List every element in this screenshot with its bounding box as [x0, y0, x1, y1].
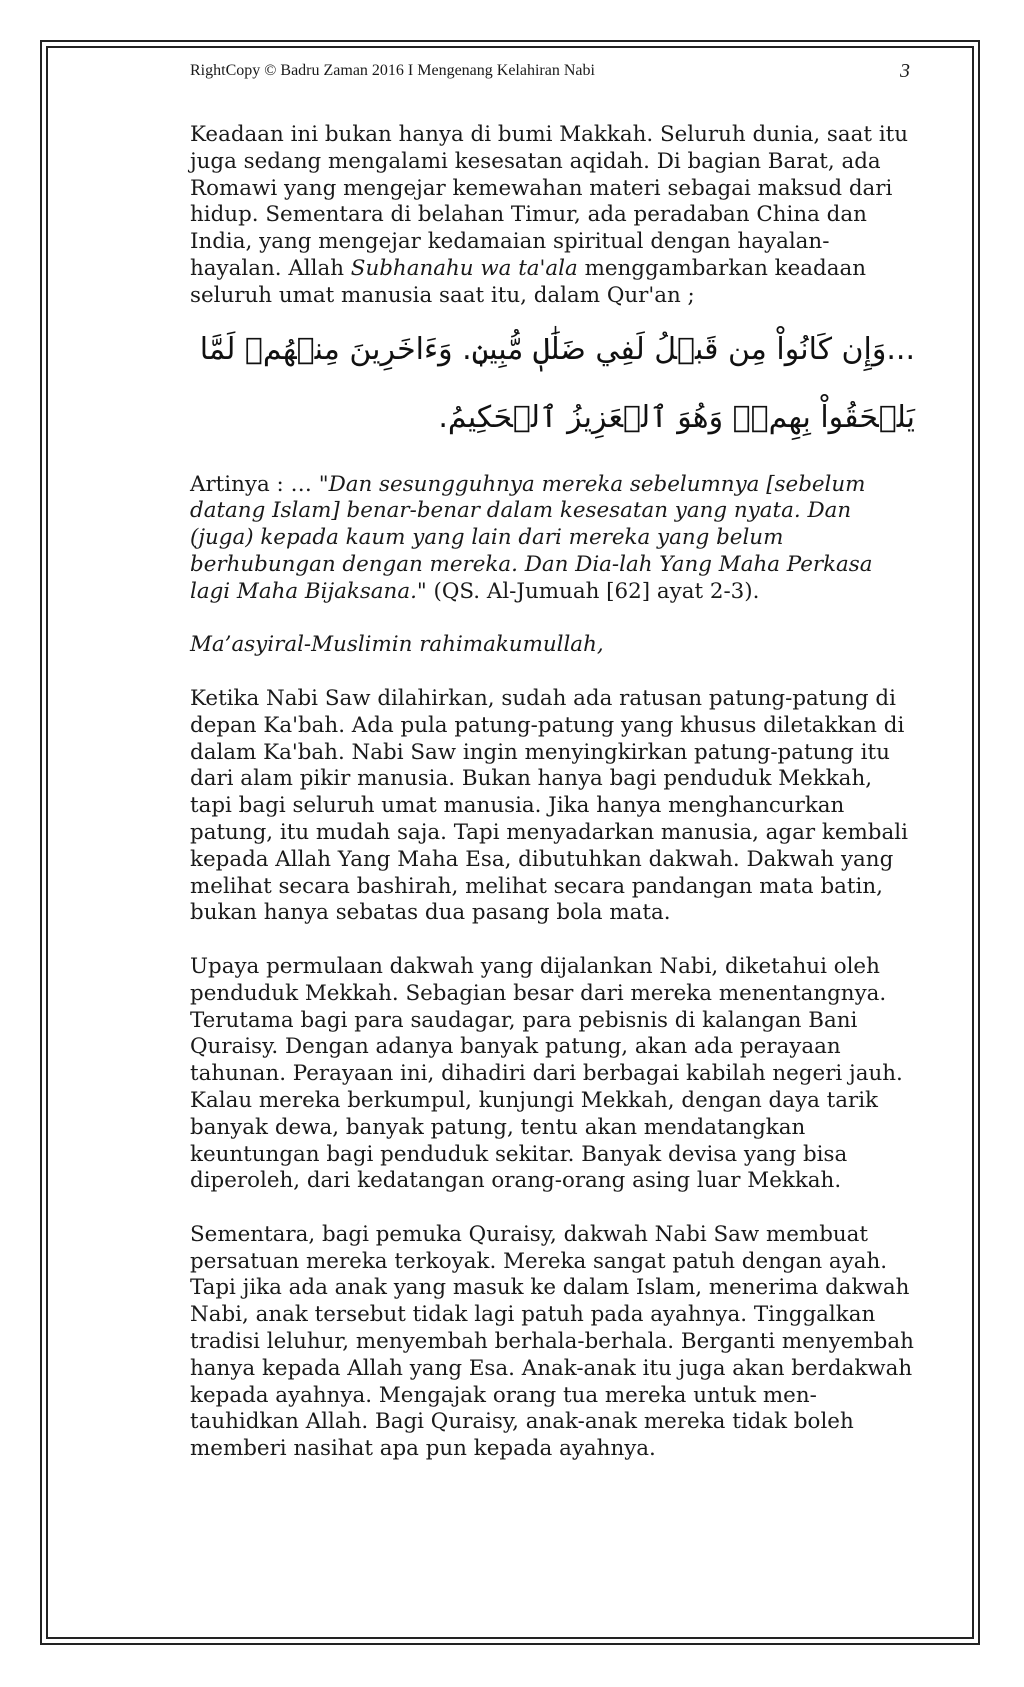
translation-prefix: Artinya : … — [190, 471, 319, 497]
paragraph-intro-text-end: menggambarkan keadaan seluruh umat manusia saat itu, dalam Qur'an ; — [190, 255, 867, 308]
paragraph-birth-of-prophet: Ketika Nabi Saw dilahirkan, sudah ada ratusan patung-patung di depan Ka'bah. Ada pula patung-patung yang khusus diletakkan di dalam Ka'bah. Nabi Saw ingin menyingkirkan patung-patung itu dari alam pikir manusia. Bukan hanya bagi penduduk Mekkah, tapi bagi seluruh umat manusia. Jika hanya menghancurkan patung, itu mudah saja. Tapi menyadarkan manusia, agar kembali kepada Allah Yang Maha Esa, dibutuhkan dakwah. Dakwah yang melihat secara bashirah, melihat secara pandangan mata batin, bukan hanya sebatas dua pasang bola mata. — [190, 685, 908, 926]
paragraph-intro-text: Keadaan ini bukan hanya di bumi Makkah. Seluruh dunia, saat itu juga sedang mengalami kesesatan aqidah. Di bagian Barat, ada Romawi yang mengejar kemewahan materi sebagai maksud dari hidup. Sementara di belahan Timur, ada peradaban China dan India, yang mengejar kedamaian spiritual dengan hayalan-hayalan. Allah — [190, 122, 909, 281]
page-number: 3 — [900, 60, 910, 82]
paragraph-early-dakwah: Upaya permulaan dakwah yang dijalankan Nabi, diketahui oleh penduduk Mekkah. Sebagian besar dari mereka menentangnya. Terutama bagi para saudagar, para pebisnis di kalangan Bani Quraisy. Dengan adanya banyak patung, akan ada perayaan tahunan. Perayaan ini, dihadiri dari berbagai kabilah negeri jauh. Kalau mereka berkumpul, kunjungi Mekkah, dengan daya tarik banyak dewa, banyak patung, tentu akan mendatangkan keuntungan bagi penduduk sekitar. Banyak devisa yang bisa diperoleh, dari kedatangan orang-orang asing luar Mekkah. — [190, 953, 903, 1194]
quran-verse-arabic: ...وَإِن كَانُواْ مِن قَبۡلُ لَفِي ضَلَٰلٖ مُّبِينٖ. وَءَاخَرِينَ مِنۡهُمۡ لَمَّا يَلۡحَقُواْ بِهِمۡۚ وَهُوَ ٱلۡعَزِيزُ ٱلۡحَكِيمُ. — [199, 331, 915, 435]
paragraph-intro-italic: Subhanahu wa ta'ala — [350, 255, 578, 281]
paragraph-quraisy-leaders: Sementara, bagi pemuka Quraisy, dakwah Nabi Saw membuat persatuan mereka terkoyak. Mereka sangat patuh dengan ayah. Tapi jika ada anak yang masuk ke dalam Islam, menerima dakwah Nabi, anak tersebut tidak lagi patuh pada ayahnya. Tinggalkan tradisi leluhur, menyembah berhala-berhala. Berganti menyembah hanya kepada Allah yang Esa. Anak-anak itu juga akan berdakwah kepada ayahnya. Mengajak orang tua mereka untuk men-tauhidkan Allah. Bagi Quraisy, anak-anak mereka tidak boleh memberi nasihat apa pun kepada ayahnya. — [190, 1221, 914, 1462]
translation-text: "Dan sesungguhnya mereka sebelumnya [sebelum datang Islam] benar-benar dalam kesesatan yang nyata. Dan (juga) kepada kaum yang lain dari mereka yang belum berhubungan dengan mereka. Dan Dia-lah Yang Maha Perkasa lagi Maha Bijaksana." — [190, 471, 873, 604]
translation-reference: (QS. Al-Jumuah [62] ayat 2-3). — [426, 578, 760, 604]
running-title: RightCopy © Badru Zaman 2016 I Mengenang Kelahiran Nabi — [190, 62, 595, 79]
page-content — [190, 122, 915, 1463]
translation-paragraph — [190, 472, 915, 606]
running-header — [190, 60, 910, 84]
quran-verse-block — [190, 316, 915, 452]
paragraph-intro — [190, 122, 915, 310]
salutation: Ma’asyiral-Muslimin rahimakumullah, — [190, 632, 604, 658]
